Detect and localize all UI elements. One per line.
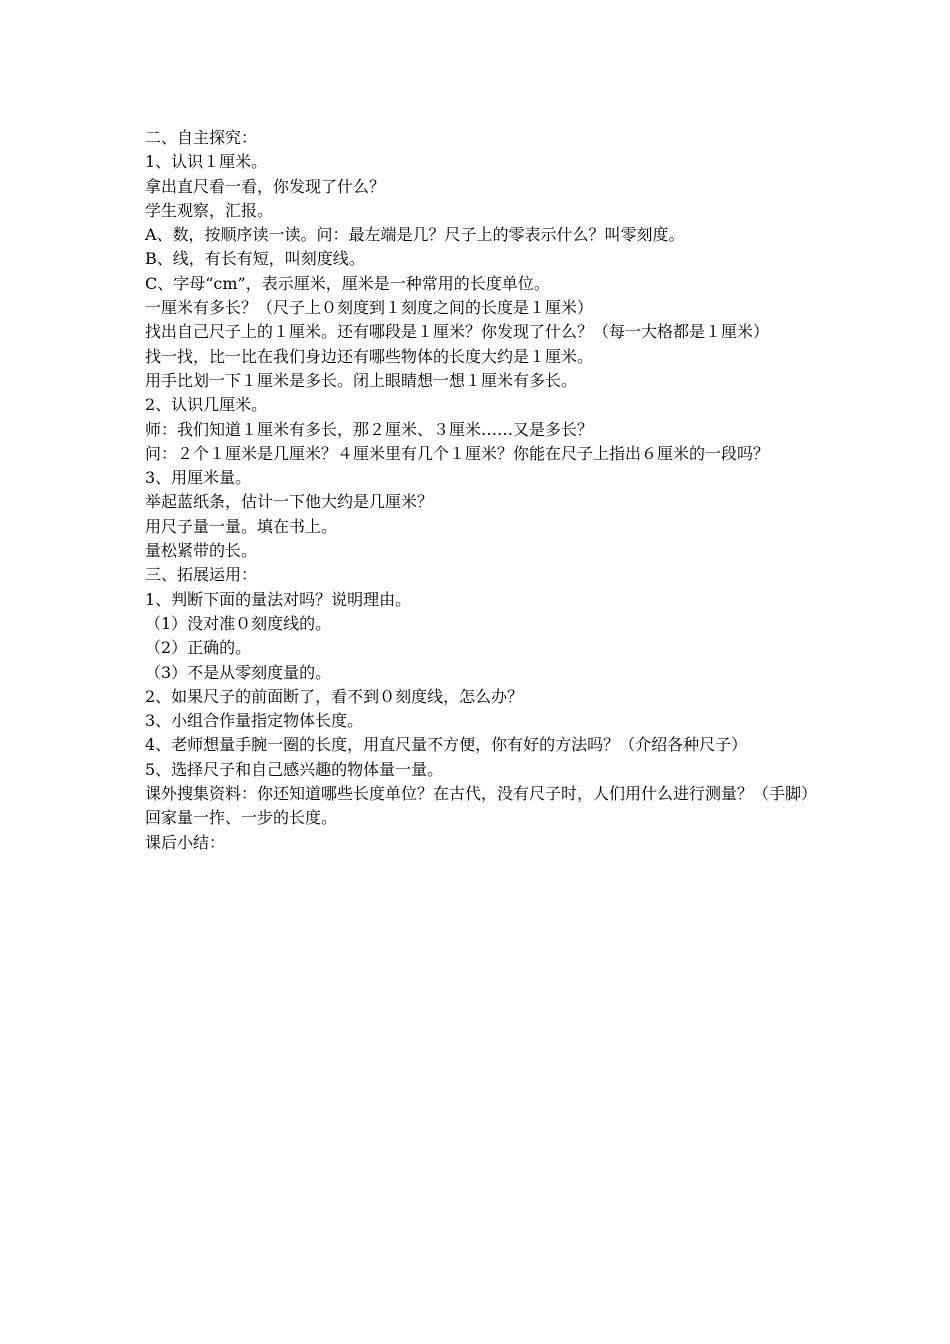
text-line: 2、如果尺子的前面断了，看不到０刻度线，怎么办？ xyxy=(145,686,524,706)
text-line: （3）不是从零刻度量的。 xyxy=(145,662,332,682)
section-heading-explore: 二、自主探究： xyxy=(145,128,258,147)
text-line: 量松紧带的长。 xyxy=(145,541,258,561)
subheading-know-several-cm: 2、认识几厘米。 xyxy=(145,395,268,415)
text-line: 找出自己尺子上的１厘米。还有哪段是１厘米？你发现了什么？（每一大格都是１厘米） xyxy=(145,322,770,342)
text-line: （2）正确的。 xyxy=(145,638,252,658)
text-line: B、线，有长有短，叫刻度线。 xyxy=(145,249,365,269)
text-line: C、字母“cm”，表示厘米，厘米是一种常用的长度单位。 xyxy=(145,273,550,293)
text-line: 学生观察，汇报。 xyxy=(145,200,274,220)
text-line: 5、选择尺子和自己感兴趣的物体量一量。 xyxy=(145,759,444,779)
text-line: 1、判断下面的量法对吗？说明理由。 xyxy=(145,589,412,609)
section-heading-extend: 三、拓展运用： xyxy=(145,565,258,585)
text-line: 用尺子量一量。填在书上。 xyxy=(145,516,338,536)
text-line: 拿出直尺看一看，你发现了什么？ xyxy=(145,176,386,196)
text-line: 课外搜集资料：你还知道哪些长度单位？在古代，没有尺子时，人们用什么进行测量？（手脚）回家量一拃、一步的长度。 xyxy=(145,784,810,828)
text-line: 4、老师想量手腕一圈的长度，用直尺量不方便，你有好的方法吗？（介绍各种尺子） xyxy=(145,735,748,755)
text-line: 找一找，比一比在我们身边还有哪些物体的长度大约是１厘米。 xyxy=(145,346,594,366)
text-line: 一厘米有多长？（尺子上０刻度到１刻度之间的长度是１厘米） xyxy=(145,298,594,318)
text-line: 3、小组合作量指定物体长度。 xyxy=(145,711,364,731)
text-line: 师：我们知道１厘米有多长，那２厘米、３厘米……又是多长？ xyxy=(145,419,594,439)
summary-heading: 课后小结： xyxy=(145,832,226,852)
text-line: （1）没对准０刻度线的。 xyxy=(145,613,332,633)
text-line: A、数，按顺序读一读。问：最左端是几？尺子上的零表示什么？叫零刻度。 xyxy=(145,225,685,245)
document-body xyxy=(145,126,815,855)
subheading-know-1cm: 1、认识１厘米。 xyxy=(145,152,268,172)
text-line: 用手比划一下１厘米是多长。闭上眼睛想一想１厘米有多长。 xyxy=(145,370,578,390)
subheading-measure-cm: 3、用厘米量。 xyxy=(145,468,252,488)
text-line: 举起蓝纸条，估计一下他大约是几厘米？ xyxy=(145,492,434,512)
text-line: 问：２个１厘米是几厘米？４厘米里有几个１厘米？你能在尺子上指出６厘米的一段吗？ xyxy=(145,443,770,463)
